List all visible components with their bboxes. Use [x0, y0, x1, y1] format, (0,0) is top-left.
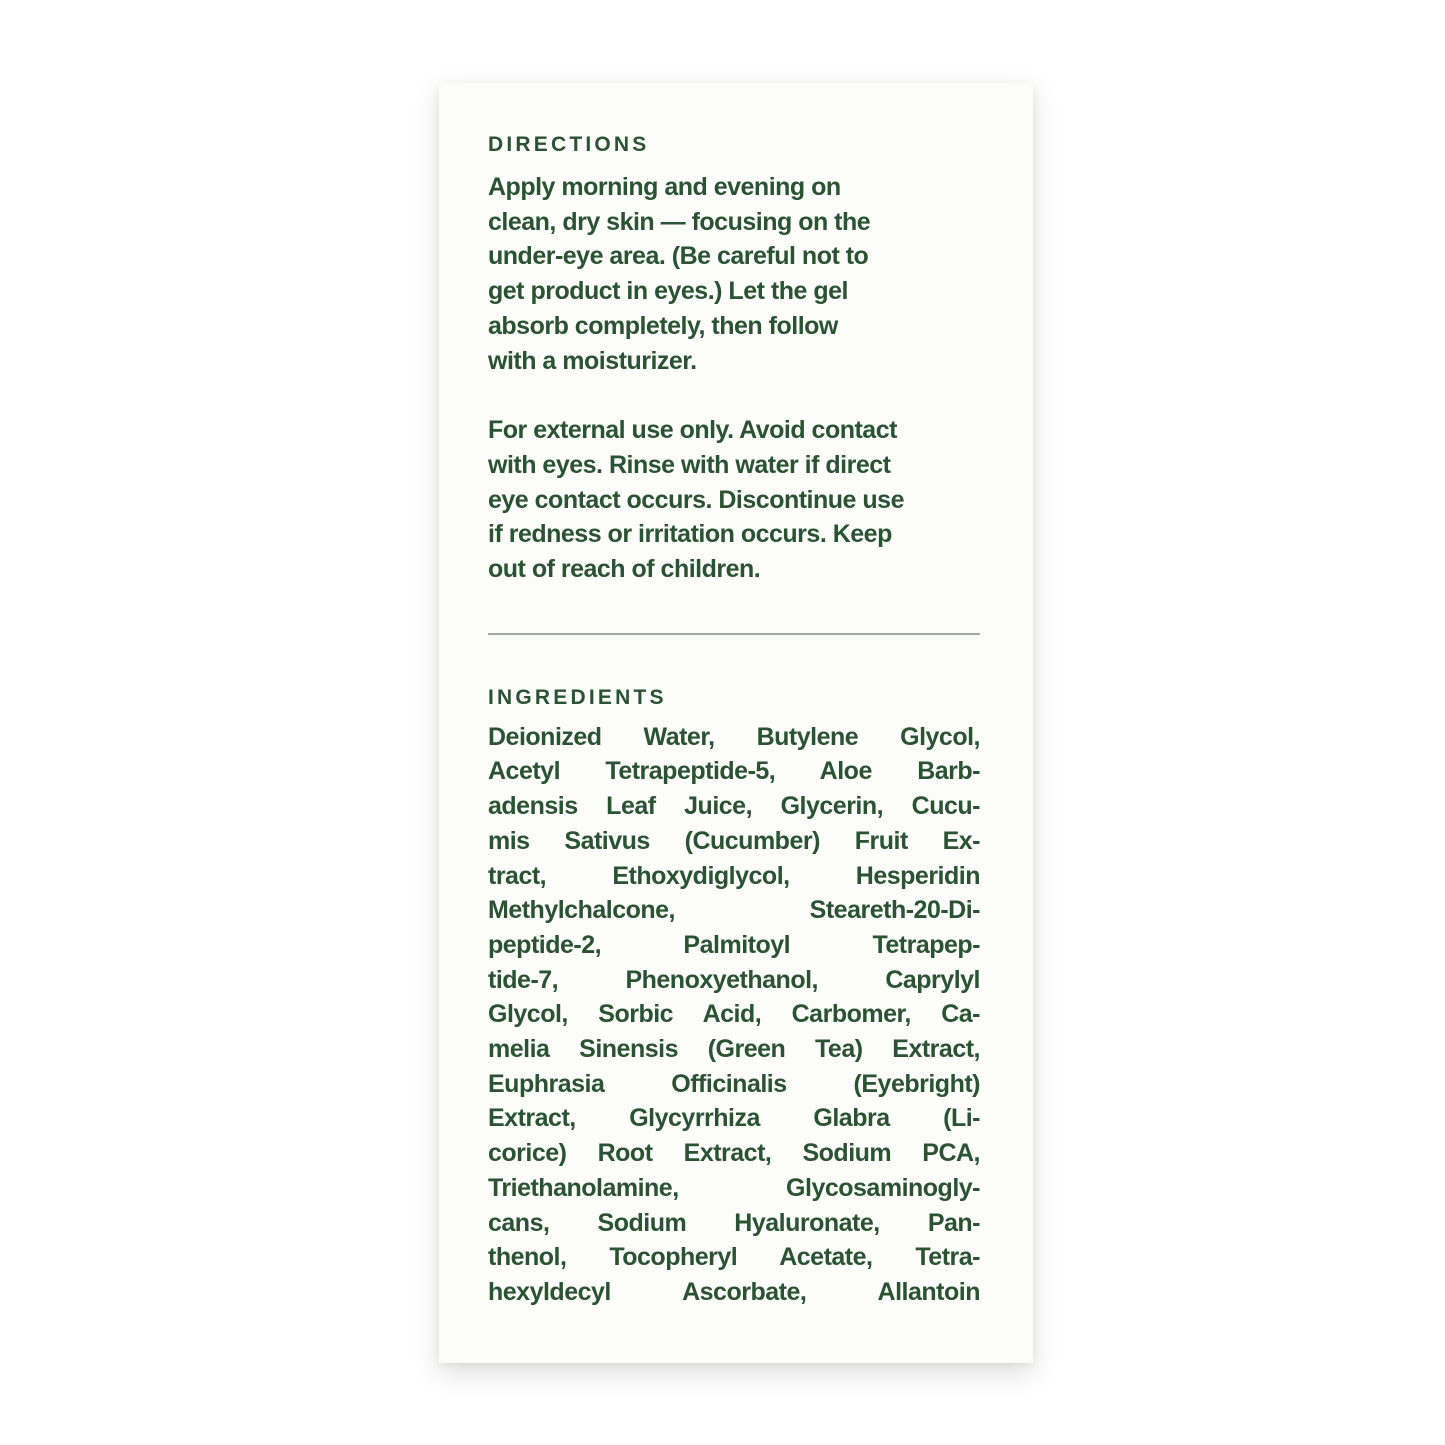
ingredients-paragraph [488, 720, 980, 1310]
text-line: with eyes. Rinse with water if direct [488, 450, 891, 479]
text-line: cans, Sodium Hyaluronate, Pan- [488, 1208, 980, 1237]
text-line: eye contact occurs. Discontinue use [488, 485, 904, 514]
text-line: Extract, Glycyrrhiza Glabra (Li- [488, 1104, 980, 1133]
label-content [439, 83, 1033, 1310]
ingredients-section [488, 686, 980, 1310]
directions-paragraph-1 [488, 170, 980, 378]
text-line: Deionized Water, Butylene Glycol, [488, 722, 980, 751]
text-line: thenol, Tocopheryl Acetate, Tetra- [488, 1243, 980, 1272]
text-line: with a moisturizer. [488, 346, 697, 375]
text-line: absorb completely, then follow [488, 311, 838, 340]
text-line: adensis Leaf Juice, Glycerin, Cucu- [488, 792, 980, 821]
text-line: Methylchalcone, Steareth-20-Di- [488, 896, 980, 925]
text-line: tract, Ethoxydiglycol, Hesperidin [488, 861, 980, 890]
text-line: get product in eyes.) Let the gel [488, 277, 848, 306]
text-line: hexyldecyl Ascorbate, Allantoin [488, 1277, 980, 1306]
directions-heading: DIRECTIONS [488, 133, 650, 156]
text-line: For external use only. Avoid contact [488, 416, 897, 445]
text-line: Apply morning and evening on [488, 173, 841, 201]
text-line: Euphrasia Officinalis (Eyebright) [488, 1069, 980, 1098]
text-line: melia Sinensis (Green Tea) Extract, [488, 1035, 980, 1064]
ingredients-heading: INGREDIENTS [488, 685, 667, 709]
directions-section [488, 133, 980, 587]
text-line: Acetyl Tetrapeptide-5, Aloe Barb- [488, 757, 980, 786]
text-line: clean, dry skin — focusing on the [488, 207, 871, 236]
text-line: peptide-2, Palmitoyl Tetrapep- [488, 930, 980, 959]
product-label-card [439, 83, 1033, 1363]
section-divider [488, 633, 980, 635]
text-line: Glycol, Sorbic Acid, Carbomer, Ca- [488, 1000, 980, 1029]
text-line: mis Sativus (Cucumber) Fruit Ex- [488, 826, 980, 855]
directions-paragraph-2 [488, 413, 980, 587]
text-line: corice) Root Extract, Sodium PCA, [488, 1139, 980, 1168]
text-line: under-eye area. (Be careful not to [488, 242, 869, 271]
text-line: out of reach of children. [488, 555, 761, 584]
text-line: if redness or irritation occurs. Keep [488, 520, 892, 549]
text-line: tide-7, Phenoxyethanol, Caprylyl [488, 965, 980, 994]
text-line: Triethanolamine, Glycosaminogly- [488, 1173, 980, 1202]
